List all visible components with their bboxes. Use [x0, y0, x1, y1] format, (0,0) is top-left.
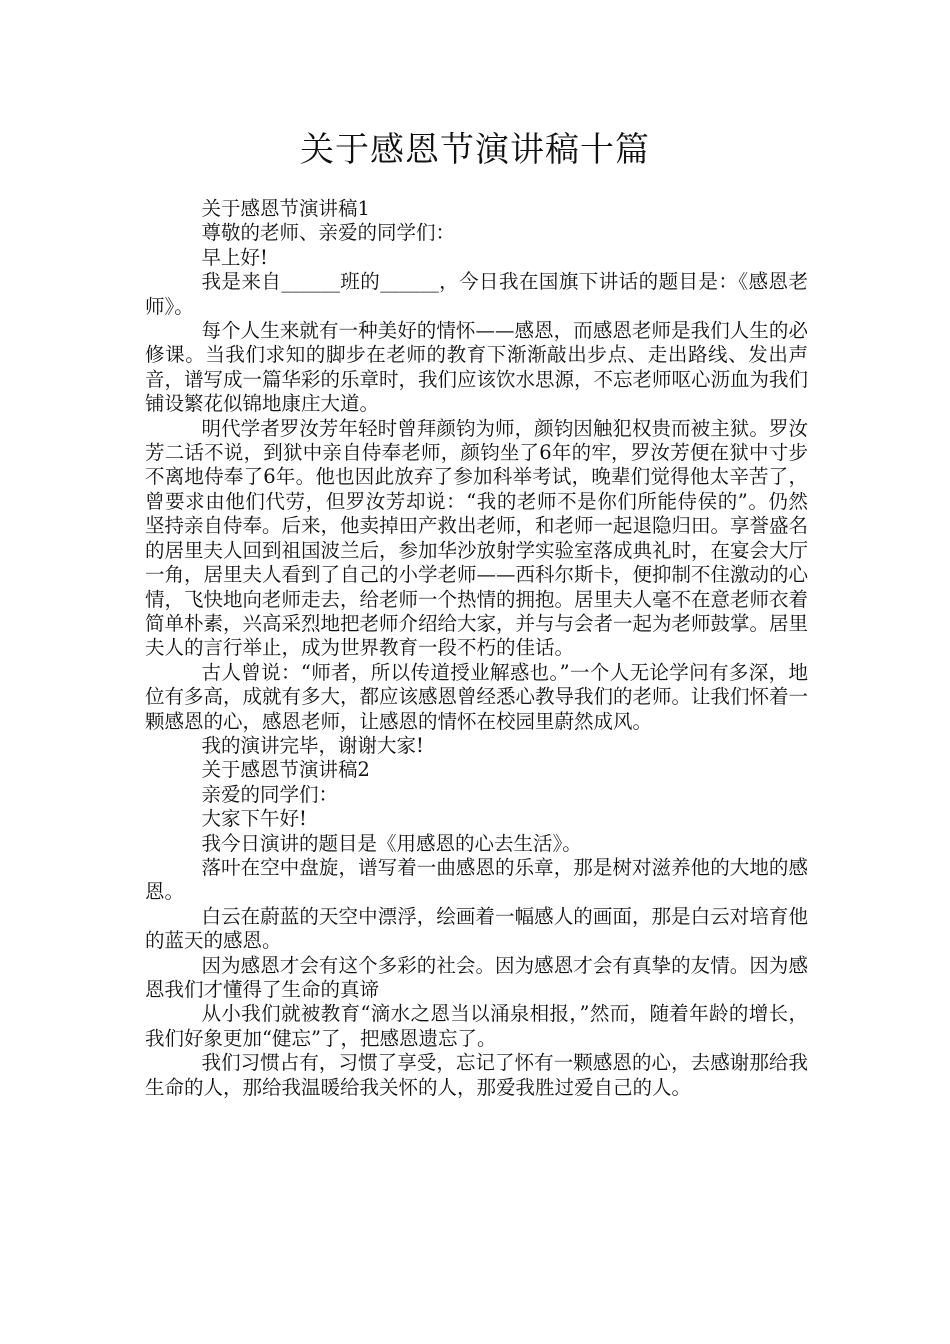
paragraph-salutation: 亲爱的同学们： [201, 782, 339, 806]
paragraph: 落叶在空中盘旋，谱写着一曲感恩的乐章，那是树对滋养他的大地的感恩。 [145, 855, 808, 904]
paragraph: 明代学者罗汝芳年轻时曾拜颜钧为师，颜钧因触犯权贵而被主狱。罗汝芳二话不说，到狱中亲自侍奉老师，颜钧坐了6年的牢，罗汝芳便在狱中寸步不离地侍奉了6年。他也因此放弃了参加科举考试，晚辈们觉得他太辛苦了，曾要求由他们代劳，但罗汝芳却说：“我的老师不是你们所能侍侯的”。仍然坚持亲自侍奉。后来，他卖掉田产救出老师，和老师一起退隐归田。享誉盛名的居里夫人回到祖国波兰后，参加华沙放射学实验室落成典礼时，在宴会大厅一角，居里夫人看到了自己的小学老师——西科尔斯卡，便抑制不住激动的心情，飞快地向老师走去，给老师一个热情的拥抱。居里夫人毫不在意老师衣着简单朴素，兴高采烈地把老师介绍给大家，并与与会者一起为老师鼓掌。居里夫人的言行举止，成为世界教育一段不朽的佳话。 [145, 416, 809, 660]
paragraph-speech2-heading: 关于感恩节演讲稿2 [201, 758, 370, 782]
document-title: 关于感恩节演讲稿十篇 [300, 130, 650, 170]
paragraph: 我今日演讲的题目是《用感恩的心去生活》。 [201, 831, 582, 855]
paragraph-greeting: 早上好! [201, 245, 268, 269]
paragraph: 每个人生来就有一种美好的情怀——感恩，而感恩老师是我们人生的必修课。当我们求知的脚步在老师的教育下渐渐敲出步点、走出路线、发出声音，谱写成一篇华彩的乐章时，我们应该饮水思源，不忘老师呕心沥血为我们铺设繁花似锦地康庄大道。 [145, 319, 809, 416]
paragraph-greeting: 大家下午好! [201, 807, 307, 831]
paragraph: 白云在蔚蓝的天空中漂浮，绘画着一幅感人的画面，那是白云对培育他的蓝天的感恩。 [145, 904, 808, 953]
paragraph: 因为感恩才会有这个多彩的社会。因为感恩才会有真挚的友情。因为感恩我们才懂得了生命的真谛 [145, 953, 808, 1001]
paragraph: 我们习惯占有，习惯了享受，忘记了怀有一颗感恩的心，去感谢那给我生命的人，那给我温暖给我关怀的人，那爱我胜过爱自己的人。 [145, 1051, 808, 1099]
paragraph: 我是来自______班的______，今日我在国旗下讲话的题目是：《感恩老师》。 [145, 270, 808, 318]
paragraph: 古人曾说：“师者，所以传道授业解惑也。”一个人无论学问有多深，地位有多高，成就有多大，都应该感恩曾经悉心教导我们的老师。让我们怀着一颗感恩的心，感恩老师，让感恩的情怀在校园里蔚然成风。 [145, 660, 809, 733]
paragraph-speech1-heading: 关于感恩节演讲稿1 [201, 197, 370, 220]
paragraph: 从小我们就被教育“滴水之恩当以涌泉相报，”然而，随着年龄的增长，我们好象更加“健忘”了，把感恩遗忘了。 [145, 1002, 808, 1050]
document-body [145, 197, 808, 1100]
paragraph-closing: 我的演讲完毕，谢谢大家! [201, 733, 424, 757]
paragraph-salutation: 尊敬的老师、亲爱的同学们： [201, 221, 456, 245]
